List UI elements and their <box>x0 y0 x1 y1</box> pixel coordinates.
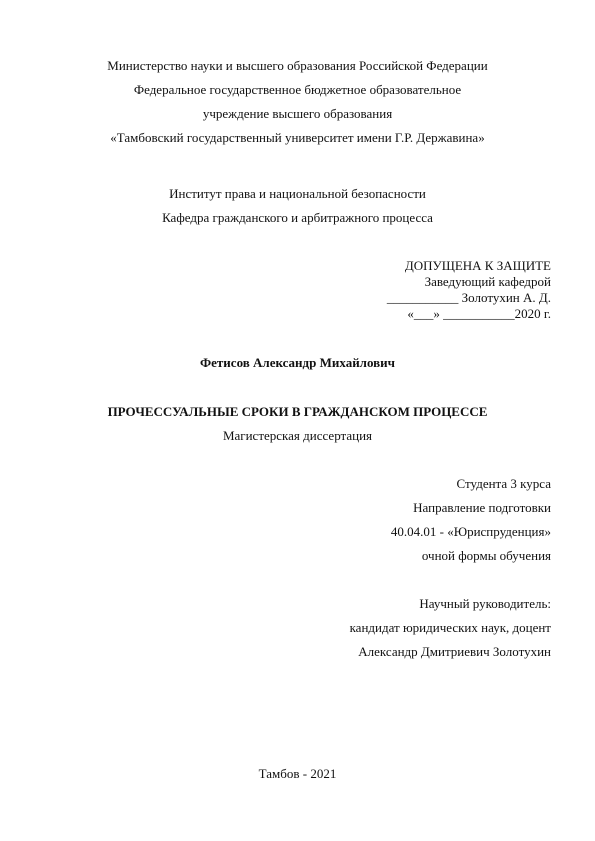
study-form: очной формы обучения <box>421 548 551 563</box>
author-name: Фетисов Александр Михайлович <box>199 355 395 370</box>
approval-role: Заведующий кафедрой <box>424 274 551 289</box>
chair-name: Кафедра гражданского и арбитражного процесса <box>162 210 433 225</box>
institution-line-2: учреждение высшего образования <box>202 106 393 121</box>
thesis-type: Магистерская диссертация <box>222 428 373 443</box>
direction-code: 40.04.01 - «Юриспруденция» <box>390 524 551 539</box>
supervisor-name: Александр Дмитриевич Золотухин <box>358 644 551 659</box>
approval-date-line: «___» ___________2020 г. <box>407 306 551 321</box>
student-course: Студента 3 курса <box>456 476 551 491</box>
institution-line-1: Федеральное государственное бюджетное образовательное <box>133 82 462 97</box>
direction-label: Направление подготовки <box>413 500 551 515</box>
university-name: «Тамбовский государственный университет имени Г.Р. Державина» <box>110 130 485 145</box>
approval-signature-line: ___________ Золотухин А. Д. <box>386 290 551 305</box>
institute-name: Институт права и национальной безопасности <box>169 186 426 201</box>
approval-title: ДОПУЩЕНА К ЗАЩИТЕ <box>404 258 551 273</box>
thesis-title: ПРОЧЕССУАЛЬНЫЕ СРОКИ В ГРАЖДАНСКОМ ПРОЦЕССЕ <box>107 404 488 419</box>
supervisor-label: Научный руководитель: <box>419 596 551 611</box>
ministry-line: Министерство науки и высшего образования Российской Федерации <box>107 58 488 73</box>
supervisor-degree: кандидат юридических наук, доцент <box>349 620 551 635</box>
city-year: Тамбов - 2021 <box>258 766 337 781</box>
